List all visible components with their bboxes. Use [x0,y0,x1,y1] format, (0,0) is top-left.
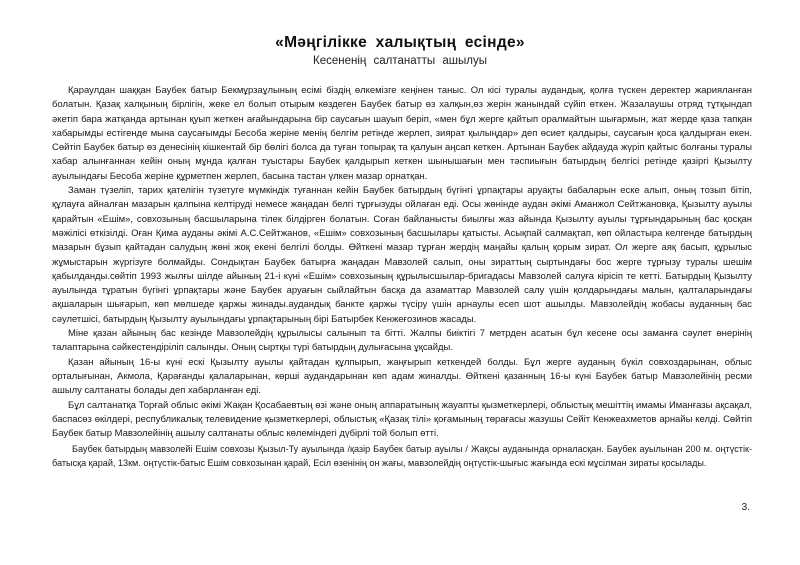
document-body [52,84,752,470]
paragraph-opening-day: Қазан айының 16-ы күні ескі Қызылту ауылы қайтадан құлпырып, жаңғырып кеткендей болды. Бұл жерге ауданың бүкіл совхоздарынан, облыс орталығынан, Акмола, Қарағанды қалаларынан, көрші аудандарынан көп адам жиналды. Өйткені қазанның 16-ы күні Баубек батыр Мавзолейінің ресми ашылу салтанаты болады деп хабарланған еді. [52,356,752,397]
page-number: 3. [741,502,750,513]
paragraph-guests: Бұл салтанатқа Торғай облыс әкімі Жақан Қосабаевтың өзі және оның аппаратының жауапты қызметкерлері, облыстық мешіттің имамы Иманғазы ақсақал, баспасөз өкілдері, республикалық телевидение қызметкерлері, облыстық «Қазақ тілі» қоғамының төрағасы жазушы Сейіт Кенжеахметов арнайы келді. Сөйтіп Баубек батыр Мавзолейінің ашылу салтанаты облыс көлеміндегі дүбірлі той болып өтті. [52,399,752,440]
paragraph-mausoleum-decision: Заман түзеліп, тарих қателігін түзетуге мүмкіндік туғаннан кейін Баубек батырдың бүгінгі ұрпақтары аруақты бабаларын еске алып, оның тозып бітіп, құлауға айналған мазарын қалпына келтіруді немесе жаңадан белгі тұрғызуды ойлаған еді. Осы жөнінде аудан әкімі Аманжол Сейтжановқа, Қызылту ауылы қарайтын «Ешім», совхозының басшыларына тілек білдірген болатын. Соған байланысты биылғы жаз айында Қызылту ауылы тұрғындарының бас қосқан мәжілісі өткізілді. Оған Қима ауданы әкімі А.С.Сейтжанов, «Ешім» совхозының басшылары қатысты. Асықпай салмақтап, көп ойластыра келгенде батырдың мазарын бұзып қайтадан салудың жөні жоқ екені белгілі болды. Өйткені мазар тұрған жердің маңайы қалың қорым зират. Ол жерге аяқ басып, құрылыс жұмыстарын жүргізуге болмайды. Сондықтан Баубек батырға жаңадан Мавзолей салып, оны зираттың сыртындағы бос жерге тұрғызу туралы шешім қабылданды.сөйтіп 1993 жылғы шілде айының 21-і күні «Ешім» совхозының құрылысшылар-бригадасы Мавзолей салуға кірісіп те кетті. Батырдың Қызылту ауылында тұратын бүгінгі ұрпақтары және Баубек аруағын сыйлайтын басқа да азаматтар Мавзолей салу үшін қолдарындағы малын, қалталарындағы ақшаларын шығарып, көп мөлшеде қаржы жинады.аудандық банкте қаржы түсіру үшін арнаулы есеп шот ашылды. Мавзолейдің жобасы ауданның бас сәулетшісі, батырдың Қызылту ауылындағы ұрпақтарының бірі Батырбек Кенжеғозинов жасады. [52,185,752,325]
paragraph-location: Баубек батырдың мавзолейі Ешім совхозы Қызыл-Ту ауылында /қазір Баубек батыр ауылы / Жақсы ауданында орналасқан. Баубек ауылынан 200 м. оңтүстік-батысқа қарай, 13км. оңтүстік-батыс Ешім совхозынан қарай, Есіл өзенінің он жағы, мавзолейдің оңтүстік-шығыс жағында ескі мұсілман зираты қосылады. [52,444,752,468]
document-subtitle: Кесененің салтанатты ашылуы [313,55,487,67]
paragraph-construction-finished: Міне қазан айының бас кезінде Мавзолейдің құрылысы салынып та бітті. Жалпы биіктігі 7 метрден асатын бұл кесене осы заманға сәулет өнерінің талаптарына сәйкестендіріліп салынды. Оның сыртқы түрі батырдың дулығасына ұқсайды. [52,328,752,354]
document-title: «Мәңгілікке халықтың есінде» [275,34,525,51]
paragraph-history: Қараулдан шаққан Баубек батыр Бекмұрзаұлының есімі біздің өлкемізге кеңінен таныс. Ол кісі туралы аудандық, қолға түскен деректер жарияланған болатын. Қазақ халқының бірлігін, жеке ел болып отырым көздеген Баубек батыр өз халқын,өз жерін жанындай сүйіп өткен. Жазалаушы отряд тұтқындап әкетіп бара жатқанда артынан қуып жеткен ағайындарына бір саусағын шауып беріп, «мен бұл жерге қайтып оралмайтын шығармын, жат жерде қаза тапқан хабарымды естігенде мына саусағымды Бесоба жеріне менің белгім ретінде жерлеп, зиярат қылыңдар» деп өсиет қалдыры, саусағын қоса қалдырған екен. Сөйтіп Баубек батыр өз денесінің кішкентай бір бөлігі болса да туған топырақ та қалуын аңсап кеткен. Артынан Баубек айдауда жүріп қайтыс болғаны туралы хабар алынғаннан кейін оның мұнда қалған туыстары Баубек қалдырып кеткен шынышағын мен тәспиығын батырдың белгісі ретінде қазіргі Қызылту ауылындағы Бесоба жеріне құрметпен жерлеп, басына тастан үлкен мазар орнатқан. [52,85,752,182]
